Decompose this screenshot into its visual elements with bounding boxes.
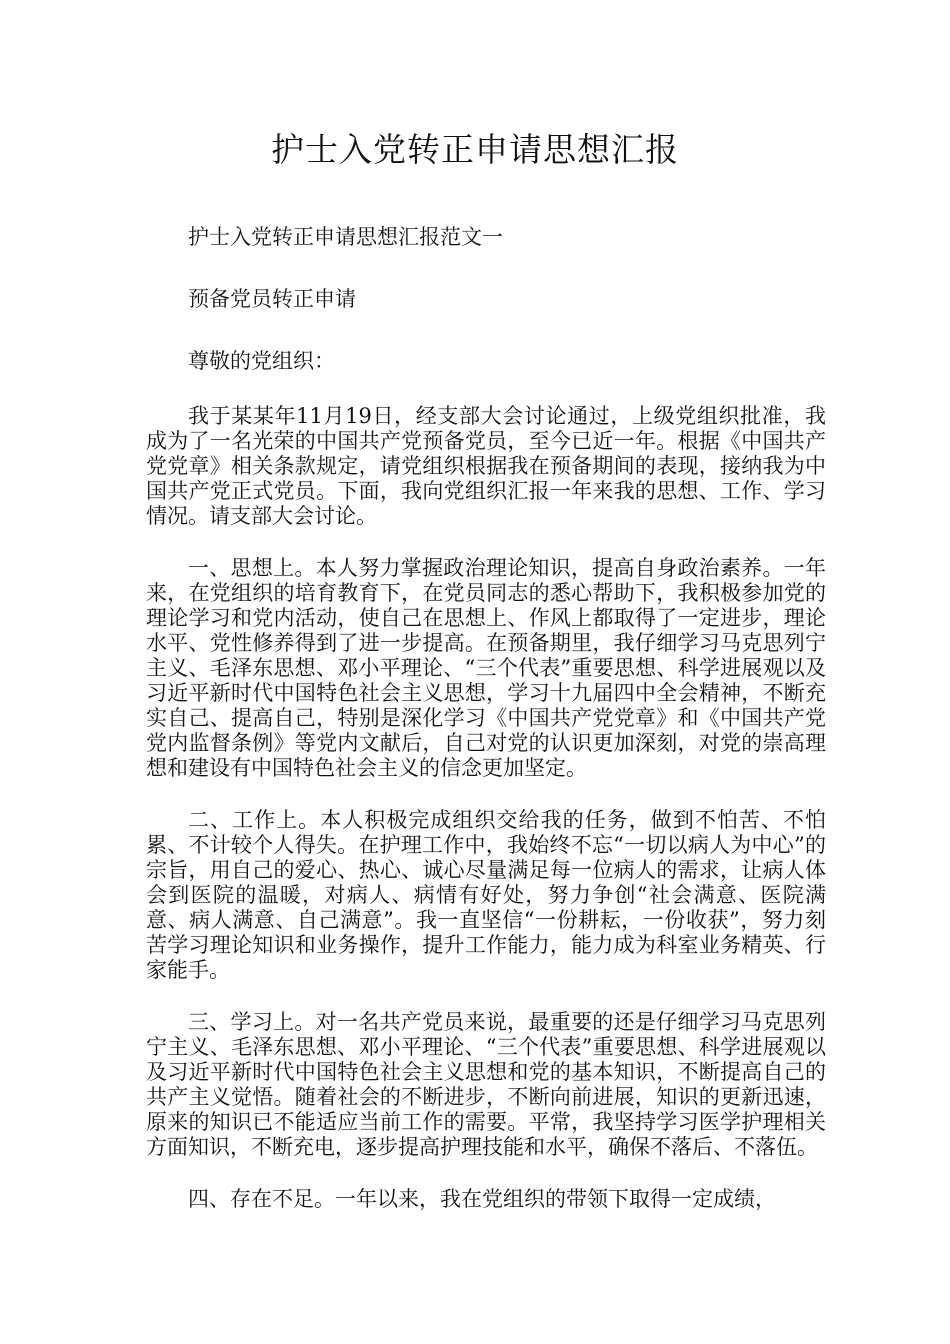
paragraph-intro: 我于某某年11月19日，经支部大会讨论通过，上级党组织批准，我成为了一名光荣的中国共产党预备党员，至今已近一年。根据《中国共产党党章》相关条款规定，请党组织根据我在预备期间的表现，接纳我为中国共产党正式党员。下面，我向党组织汇报一年来我的思想、工作、学习情况。请支部大会讨论。	[146, 404, 826, 528]
paragraph-thought: 一、思想上。本人努力掌握政治理论知识，提高自身政治素养。一年来，在党组织的培育教育下，在党员同志的悉心帮助下，我积极参加党的理论学习和党内活动，使自己在思想上、作风上都取得了一定进步，理论水平、党性修养得到了进一步提高。在预备期里，我仔细学习马克思列宁主义、毛泽东思想、邓小平理论、“三个代表”重要思想、科学进展观以及习近平新时代中国特色社会主义思想，学习十九届四中全会精神，不断充实自己、提高自己，特别是深化学习《中国共产党党章》和《中国共产党党内监督条例》等党内文献后，自己对党的认识更加深刻，对党的崇高理想和建设有中国特色社会主义的信念更加坚定。	[146, 556, 826, 780]
salutation: 尊敬的党组织：	[188, 349, 335, 373]
paragraph-study: 三、学习上。对一名共产党员来说，最重要的还是仔细学习马克思列宁主义、毛泽东思想、邓小平理论、“三个代表”重要思想、科学进展观以及习近平新时代中国特色社会主义思想和党的基本知识，不断提高自己的共产主义觉悟。随着社会的不断进步，不断向前进展，知识的更新迅速，原来的知识已不能适应当前工作的需要。平常，我坚持学习医学护理相关方面知识，不断充电，逐步提高护理技能和水平，确保不落后、不落伍。	[146, 1010, 826, 1159]
paragraph-work: 二、工作上。本人积极完成组织交给我的任务，做到不怕苦、不怕累、不计较个人得失。在护理工作中，我始终不忘“一切以病人为中心”的宗旨，用自己的爱心、热心、诚心尽量满足每一位病人的需求，让病人体会到医院的温暖，对病人、病情有好处，努力争创“社会满意、医院满意、病人满意、自己满意”。我一直坚信“一份耕耘，一份收获”，努力刻苦学习理论知识和业务操作，提升工作能力，能力成为科室业务精英、行家能手。	[146, 808, 826, 982]
document-heading: 预备党员转正申请	[188, 287, 356, 311]
document-body	[146, 218, 826, 1239]
document-title: 护士入党转正申请思想汇报	[271, 130, 679, 169]
document-subtitle: 护士入党转正申请思想汇报范文一	[188, 225, 503, 249]
paragraph-shortcomings: 四、存在不足。一年以来，我在党组织的带领下取得一定成绩，	[188, 1187, 776, 1211]
